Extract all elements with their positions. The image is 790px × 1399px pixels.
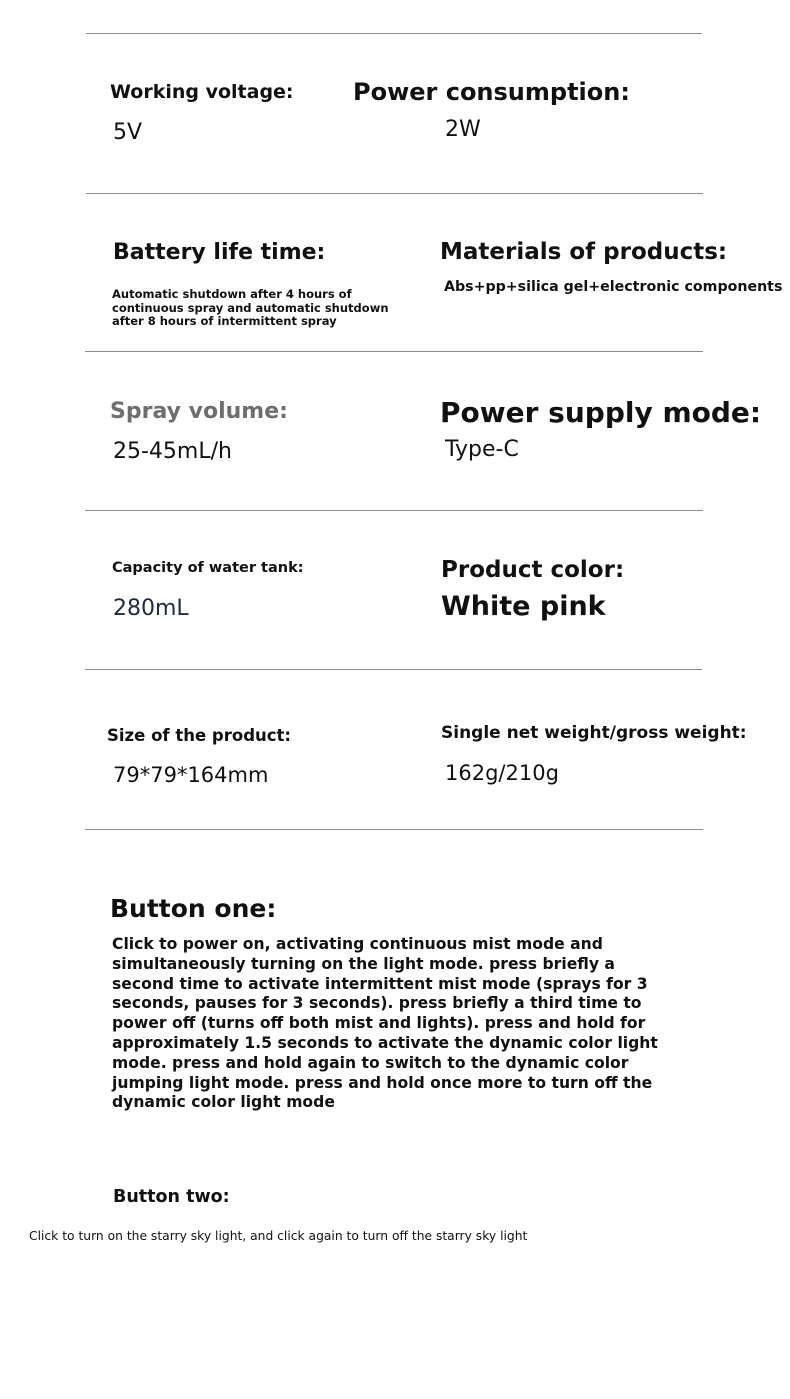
divider xyxy=(86,193,703,194)
divider xyxy=(85,510,703,511)
working-voltage-value: 5V xyxy=(113,120,143,145)
size-label: Size of the product: xyxy=(107,726,292,745)
battery-life-label: Battery life time: xyxy=(113,240,326,265)
water-tank-label: Capacity of water tank: xyxy=(112,560,304,576)
divider xyxy=(85,669,702,670)
divider xyxy=(86,33,702,34)
water-tank-value: 280mL xyxy=(113,596,189,621)
battery-life-value: Automatic shutdown after 4 hours of continuous spray and automatic shutdown after 8 hours of intermittent spray xyxy=(112,287,389,328)
power-supply-label: Power supply mode: xyxy=(440,396,762,429)
weight-value: 162g/210g xyxy=(445,761,559,785)
divider xyxy=(85,829,703,830)
button-two-description: Click to turn on the starry sky light, and click again to turn off the starry sky light xyxy=(29,1229,528,1243)
power-consumption-label: Power consumption: xyxy=(353,78,630,106)
spray-volume-value: 25-45mL/h xyxy=(113,439,232,464)
button-two-title: Button two: xyxy=(113,1187,230,1207)
weight-label: Single net weight/gross weight: xyxy=(441,723,747,743)
working-voltage-label: Working voltage: xyxy=(110,81,294,103)
product-color-value: White pink xyxy=(441,591,606,622)
materials-value: Abs+pp+silica gel+electronic components xyxy=(444,279,783,295)
spray-volume-label: Spray volume: xyxy=(110,399,288,424)
product-color-label: Product color: xyxy=(441,557,625,583)
materials-label: Materials of products: xyxy=(440,239,728,265)
size-value: 79*79*164mm xyxy=(113,763,269,787)
button-one-description: Click to power on, activating continuous mist mode and simultaneously turning on the light mode. press briefly a second time to activate intermittent mist mode (sprays for 3 seconds, pauses for 3 seconds). press briefly a third time to power off (turns off both mist and lights). press and hold for approximately 1.5 seconds to activate the dynamic color light mode. press and hold again to switch to the dynamic color jumping light mode. press and hold once more to turn off the dynamic color light mode xyxy=(112,935,658,1112)
divider xyxy=(85,351,703,352)
power-consumption-value: 2W xyxy=(445,117,481,142)
power-supply-value: Type-C xyxy=(445,437,519,462)
button-one-title: Button one: xyxy=(110,894,277,923)
